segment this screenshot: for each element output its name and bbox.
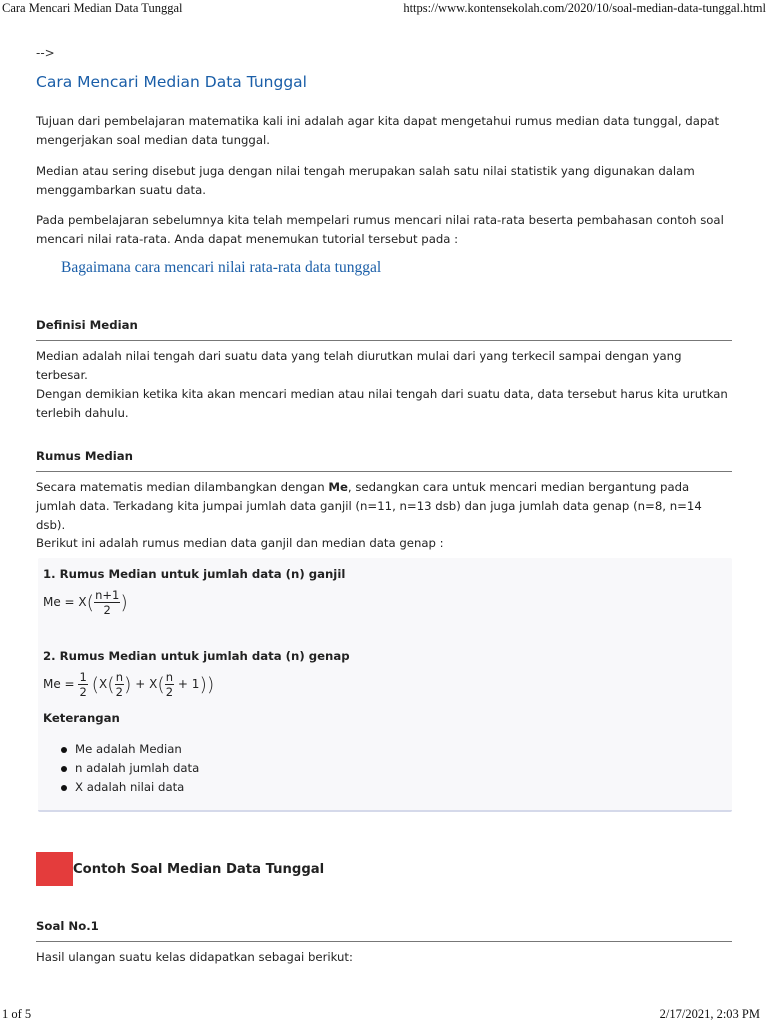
keterangan-list [60,740,199,797]
bullet-icon [61,766,67,772]
genap-x2-numerator: n [165,670,174,684]
ganjil-heading: 1. Rumus Median untuk jumlah data (n) ganjil [43,567,346,581]
rumus-paragraph-1 [36,478,732,535]
list-item [60,759,199,778]
section-accent-block [36,852,73,886]
rumus-paragraph-2: Berikut ini adalah rumus median data ganjil dan median data genap : [36,536,444,550]
keterangan-item-text: Me adalah Median [75,742,182,756]
ganjil-lhs: Me = X [43,595,87,609]
genap-x2-fraction [165,670,174,699]
contoh-heading: Contoh Soal Median Data Tunggal [73,862,325,877]
print-header-title: Cara Mencari Median Data Tunggal [2,1,183,15]
rumus-p1-bold: Me [328,480,348,494]
print-footer [0,1006,768,1024]
print-header-url: https://www.kontensekolah.com/2020/10/soal-median-data-tunggal.html [403,1,766,15]
list-item [60,740,199,759]
ganjil-fraction [94,588,120,617]
genap-x1-open-paren: ( [107,673,115,696]
soal1-heading: Soal No.1 [36,918,732,942]
rumus-heading: Rumus Median [36,448,732,472]
genap-x2-denominator: 2 [165,685,174,699]
html-comment-artifact: --> [36,46,55,60]
ganjil-numerator: n+1 [95,588,120,602]
genap-x1-denominator: 2 [115,685,123,699]
ganjil-denominator: 2 [103,603,111,617]
post-title[interactable]: Cara Mencari Median Data Tunggal [36,73,307,91]
intro-paragraph-1: Tujuan dari pembelajaran matematika kali ini adalah agar kita dapat mengetahui rumus median data tunggal, dapat mengerjakan soal median data tunggal. [36,114,720,147]
ganjil-close-paren: ) [120,591,128,614]
genap-half-numerator: 1 [79,670,87,684]
bullet-icon [61,785,67,791]
keterangan-item-text: X adalah nilai data [75,780,185,794]
ganjil-open-paren: ( [86,591,95,614]
soal1-text: Hasil ulangan suatu kelas didapatkan sebagai berikut: [36,950,353,964]
definisi-paragraph-1: Median adalah nilai tengah dari suatu data yang telah diurutkan mulai dari yang terkecil sampai dengan yang terbesar. [36,349,682,382]
print-header [0,0,768,18]
definisi-heading: Definisi Median [36,317,732,341]
genap-x2-open-paren: ( [157,673,165,696]
intro-paragraph-3: Pada pembelajaran sebelumnya kita telah mempelari rumus mencari nilai rata-rata beserta pembahasan contoh soal mencari nilai rata-rata. Anda dapat menemukan tutorial tersebut pada : [36,213,724,246]
bullet-icon [61,747,67,753]
print-footer-page: 1 of 5 [2,1007,32,1021]
genap-x2-close-paren: ) [199,673,207,696]
genap-lhs: Me = [43,677,75,691]
genap-half-denominator: 2 [79,685,87,699]
print-footer-datetime: 2/17/2021, 2:03 PM [659,1007,760,1021]
genap-close-paren: ) [206,673,215,696]
genap-open-paren: ( [91,673,100,696]
formula-box [38,558,732,812]
keterangan-item-text: n adalah jumlah data [75,761,200,775]
intro-paragraph-2: Median atau sering disebut juga dengan nilai tengah merupakan salah satu nilai statistik yang digunakan dalam menggambarkan suatu data. [36,164,695,197]
genap-heading: 2. Rumus Median untuk jumlah data (n) genap [43,649,350,663]
genap-x1-fraction [115,670,124,699]
genap-x2-tail: + 1 [177,677,200,691]
genap-x1-close-paren: ) [124,673,132,696]
definisi-paragraph-2: Dengan demikian ketika kita akan mencari median atau nilai tengah dari suatu data, data tersebut harus kita urutkan terlebih dahulu. [36,387,728,420]
ganjil-formula [43,588,128,617]
rumus-p1-before: Secara matematis median dilambangkan dengan [36,480,329,494]
genap-half-fraction [78,670,87,699]
keterangan-heading: Keterangan [43,711,120,725]
rumus-p1-after: , sedangkan cara untuk mencari median bergantung pada jumlah data. Terkadang kita jumpai jumlah data ganjil (n=11, n=13 dsb) dan juga jumlah data genap (n=8, n=14 dsb). [36,480,702,532]
genap-x1-numerator: n [115,670,123,684]
genap-x1: X [99,677,108,691]
genap-plus-x: + X [135,677,158,691]
ref-link-rata-rata[interactable]: Bagaimana cara mencari nilai rata-rata data tunggal [61,259,382,276]
list-item [60,778,199,797]
genap-formula [43,670,214,699]
